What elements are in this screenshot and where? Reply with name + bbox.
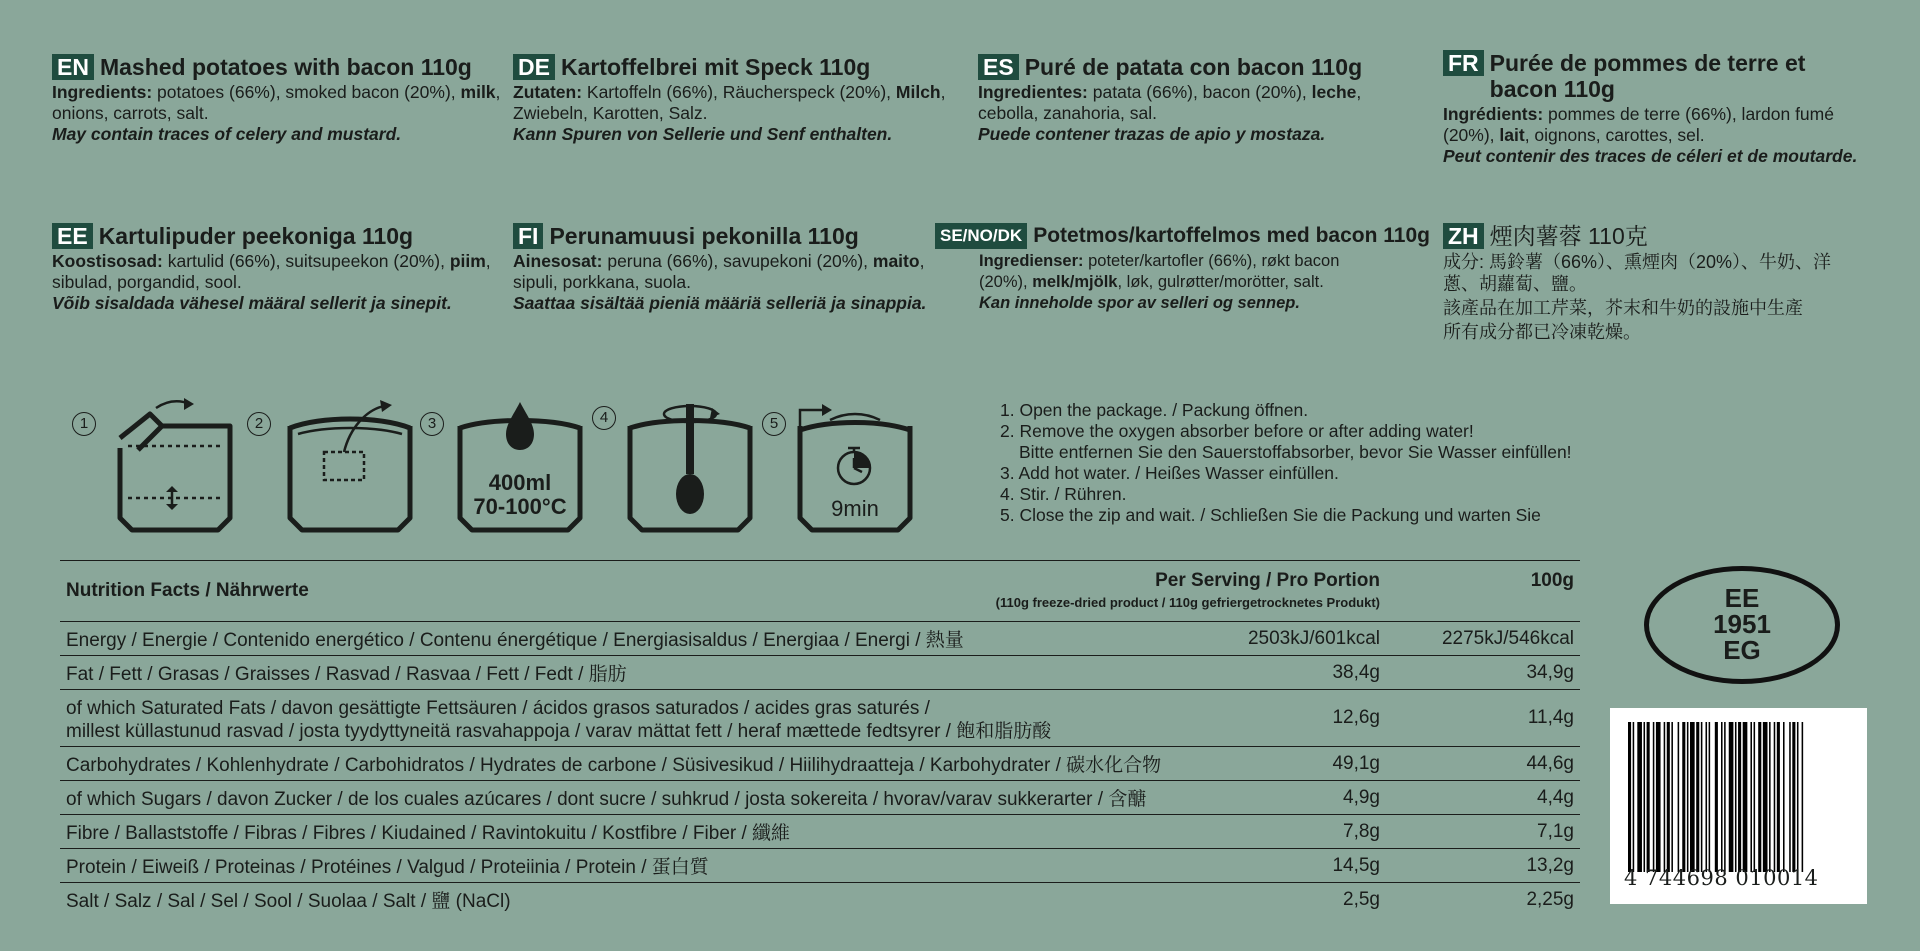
allergen-notice: Kann Spuren von Sellerie und Senf enthalten. [513, 124, 893, 144]
barcode-bar [1750, 722, 1752, 872]
freeze-dried-notice: 所有成分都已冷凍乾燥。 [1443, 322, 1641, 342]
nutrient-label: Salt / Salz / Sal / Sel / Sool / Suolaa / Salt / 鹽 (NaCl) [66, 891, 511, 912]
instruction-line: 4. Stir. / Rühren. [1000, 484, 1127, 504]
remove-absorber-icon [280, 398, 420, 538]
water-amount: 400ml [488, 470, 552, 495]
barcode-digits: 4 744698 010014 [1624, 866, 1819, 890]
barcode-bar [1667, 722, 1670, 872]
nutrition-row [60, 747, 1580, 781]
product-title: Puré de patata con bacon 110g [1024, 54, 1363, 80]
per-serving-value: 2503kJ/601kcal [1247, 627, 1380, 649]
per-100g-value: 4,4g [1537, 786, 1574, 808]
nutrition-header [60, 560, 1580, 622]
lang-code-badge: ES [978, 54, 1019, 80]
instruction-line: 3. Add hot water. / Heißes Wasser einfüllen. [1000, 463, 1339, 483]
product-title: Kartulipuder peekoniga 110g [98, 223, 414, 249]
water-temperature: 70-100°C [473, 494, 567, 519]
per-serving-value: 2,5g [1343, 888, 1380, 910]
lang-block-scandinavian [935, 223, 1435, 314]
nutrition-row [60, 815, 1580, 849]
product-title: Mashed potatoes with bacon 110g [99, 54, 472, 80]
barcode-bar [1715, 722, 1718, 872]
ingredients: Ainesosat: peruna (66%), savupekoni (20%), maito, sipuli, porkkana, suola. [513, 251, 925, 292]
allergen-notice: Puede contener trazas de apio y mostaza. [978, 124, 1326, 144]
nutrient-label: Protein / Eiweiß / Proteinas / Protéines / Valgud / Proteiinia / Protein / 蛋白質 [66, 857, 709, 878]
nutrition-row [60, 849, 1580, 883]
preparation-steps [60, 398, 960, 538]
lang-code-badge: DE [513, 54, 555, 80]
barcode-bar [1644, 722, 1646, 872]
per-100g-value: 13,2g [1526, 854, 1574, 876]
per-100g-value: 44,6g [1526, 752, 1574, 774]
instruction-line: 2. Remove the oxygen absorber before or after adding water! [1000, 421, 1474, 441]
barcode-bar [1802, 722, 1804, 872]
allergen-notice: Võib sisaldada vähesel määral sellerit ja sinepit. [52, 293, 452, 313]
barcode-bar [1777, 722, 1780, 872]
barcode-bar [1792, 722, 1795, 872]
allergen-notice: Kan inneholde spor av selleri og sennep. [979, 294, 1300, 312]
lang-code-badge: SE/NO/DK [935, 223, 1027, 249]
barcode-bar [1763, 722, 1768, 872]
lang-code-badge: FI [513, 223, 543, 249]
instruction-line: 1. Open the package. / Packung öffnen. [1000, 400, 1309, 420]
lang-block-es [978, 54, 1378, 145]
barcode-bar [1743, 722, 1748, 872]
step-number: 4 [592, 406, 616, 430]
barcode-bar [1729, 722, 1734, 872]
barcode-bar [1758, 722, 1761, 872]
barcode-bar [1637, 722, 1642, 872]
nutrition-title: Nutrition Facts / Nährwerte [66, 580, 309, 601]
ingredients: Ingredientes: patata (66%), bacon (20%), leche, cebolla, zanahoria, sal. [978, 82, 1362, 123]
lang-block-ee [52, 223, 492, 314]
ingredients: Ingredients: potatoes (66%), smoked bacon (20%), milk, onions, carrots, salt. [52, 82, 501, 123]
lang-block-de [513, 54, 963, 145]
wait-time: 9min [831, 496, 879, 521]
preparation-instructions [1000, 400, 1572, 526]
barcode-bar [1797, 722, 1799, 872]
per-100g-value: 2,25g [1526, 888, 1574, 910]
per-serving-note: (110g freeze-dried product / 110g gefriergetrocknetes Produkt) [995, 595, 1380, 610]
barcode-bar [1783, 722, 1785, 872]
ingredients: Koostisosad: kartulid (66%), suitsupeekon (20%), piim, sibulad, porgandid, sool. [52, 251, 491, 292]
nutrition-row [60, 690, 1580, 747]
nutrient-label: Fat / Fett / Grasas / Graisses / Rasvad / Rasvaa / Fett / Fedt / 脂肪 [66, 664, 627, 685]
instruction-line: Bitte entfernen Sie den Sauerstoffabsorber, bevor Sie Wasser einfüllen! [1019, 442, 1572, 462]
per-serving-value: 14,5g [1332, 854, 1380, 876]
per-100g-value: 7,1g [1537, 820, 1574, 842]
product-title: Potetmos/kartoffelmos med bacon 110g [1033, 224, 1430, 247]
per-serving-value: 49,1g [1332, 752, 1380, 774]
nutrient-label: Energy / Energie / Contenido energético / Contenu énergétique / Energiasisaldus / Energiaa / Energi / 熱量 [66, 630, 964, 651]
barcode-bar [1724, 722, 1726, 872]
per-serving-value: 12,6g [1332, 707, 1380, 728]
per-100g-value: 34,9g [1526, 661, 1574, 683]
nutrient-label: Fibre / Ballaststoffe / Fibras / Fibres / Kiudained / Ravintokuitu / Kostfibre / Fiber / 纖維 [66, 823, 791, 844]
barcode-bar [1678, 722, 1680, 872]
barcode-bar [1628, 722, 1631, 872]
barcode-bar [1789, 722, 1791, 872]
lang-block-zh [1443, 223, 1863, 343]
allergen-notice: May contain traces of celery and mustard. [52, 124, 402, 144]
nutrient-label: Carbohydrates / Kohlenhydrate / Carbohidratos / Hydrates de carbone / Süsivesikud / Hiilihydraatteja / Karbohydrater / 碳水化合物 [66, 755, 1162, 776]
ingredients: Ingrédients: pommes de terre (66%), lardon fumé (20%), lait, oignons, carottes, sel. [1443, 104, 1834, 145]
product-title: 煙肉薯蓉 110克 [1489, 223, 1648, 249]
barcode-bar [1647, 722, 1650, 872]
barcode-bars [1626, 722, 1852, 872]
step-number: 3 [420, 412, 444, 436]
health-mark-number: 1951 [1713, 609, 1771, 639]
barcode-bar [1696, 722, 1699, 872]
barcode-bar [1769, 722, 1771, 872]
barcode-bar [1721, 722, 1723, 872]
lang-code-badge: EN [52, 54, 94, 80]
nutrition-row [60, 883, 1580, 916]
nutrition-row [60, 656, 1580, 690]
stir-icon [620, 398, 760, 538]
lang-code-badge: FR [1443, 50, 1484, 76]
health-mark-country: EE [1724, 583, 1760, 613]
health-mark-eg: EG [1723, 635, 1761, 665]
facility-notice: 該產品在加工芹菜，芥末和牛奶的設施中生產 [1443, 298, 1803, 318]
barcode-bar [1690, 722, 1695, 872]
lang-block-en [52, 54, 502, 145]
per-serving-value: 4,9g [1343, 786, 1380, 808]
step-number: 1 [72, 412, 96, 436]
nutrition-row [60, 781, 1580, 815]
lang-block-fi [513, 223, 963, 314]
product-title: Kartoffelbrei mit Speck 110g [560, 54, 871, 80]
nutrition-row [60, 622, 1580, 656]
barcode-bar [1653, 722, 1655, 872]
barcode-bar [1709, 722, 1711, 872]
barcode-bar [1754, 722, 1756, 872]
step-number: 2 [247, 412, 271, 436]
lang-code-badge: EE [52, 223, 93, 249]
barcode-bar [1706, 722, 1708, 872]
product-title: Purée de pommes de terre et bacon 110g [1489, 50, 1806, 102]
open-package-icon [110, 398, 240, 538]
barcode-bar [1738, 722, 1741, 872]
barcode-bar [1656, 722, 1661, 872]
barcode-bar [1774, 722, 1776, 872]
per-serving-value: 38,4g [1332, 661, 1380, 683]
barcode-bar [1682, 722, 1685, 872]
instruction-line: 5. Close the zip and wait. / Schließen Sie die Packung und warten Sie [1000, 505, 1541, 525]
per-100g-value: 2275kJ/546kcal [1441, 627, 1574, 649]
per-100g-header: 100g [1530, 570, 1574, 591]
per-serving-value: 7,8g [1343, 820, 1380, 842]
barcode [1610, 708, 1867, 904]
nutrient-label: of which Saturated Fats / davon gesättigte Fettsäuren / ácidos grasos saturados / acides gras saturés / millest küllastunud rasvad / josta tyydyttyneitä rasvahappoja / varav mättat fett / heraf mættede fedtsyrer / 飽和脂肪酸 [66, 698, 1052, 742]
allergen-notice: Saattaa sisältää pieniä määriä selleriä ja sinappia. [513, 293, 927, 313]
barcode-bar [1687, 722, 1689, 872]
ingredients: Zutaten: Kartoffeln (66%), Räucherspeck (20%), Milch, Zwiebeln, Karotten, Salz. [513, 82, 946, 123]
barcode-bar [1664, 722, 1666, 872]
step-number: 5 [762, 412, 786, 436]
barcode-bar [1701, 722, 1703, 872]
nutrition-table [60, 560, 1580, 916]
ingredients: Ingredienser: poteter/kartofler (66%), røkt bacon (20%), melk/mjölk, løk, gulrøtter/morötter, salt. [979, 252, 1340, 291]
per-100g-value: 11,4g [1527, 707, 1574, 728]
per-serving-header: Per Serving / Pro Portion (110g freeze-dried product / 110g gefriergetrocknetes Produkt) [995, 570, 1380, 610]
barcode-bar [1671, 722, 1673, 872]
eu-health-mark [1644, 566, 1840, 684]
barcode-bar [1633, 722, 1635, 872]
lang-code-badge: ZH [1443, 223, 1484, 249]
ingredients: 成分: 馬鈴薯（66%）、熏煙肉（20%）、牛奶、洋蔥、胡蘿蔔、鹽。 [1443, 252, 1832, 294]
product-title: Perunamuusi pekonilla 110g [549, 223, 859, 249]
nutrient-label: of which Sugars / davon Zucker / de los cuales azúcares / dont sucre / suhkrud / josta sokereita / hvorav/varav sukkerarter / 含醣 [66, 789, 1147, 810]
barcode-bar [1735, 722, 1737, 872]
allergen-notice: Peut contenir des traces de céleri et de moutarde. [1443, 146, 1858, 166]
lang-block-fr [1443, 50, 1858, 167]
